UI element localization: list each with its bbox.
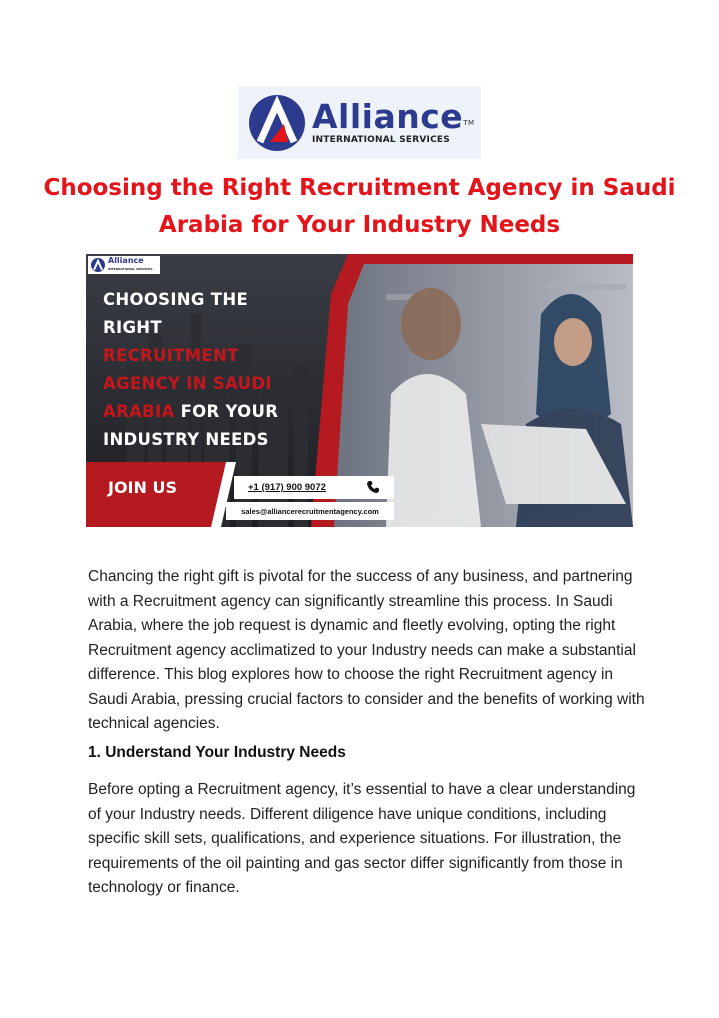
logo-name: Alliance [312, 97, 464, 136]
banner-line-5b: FOR YOUR [174, 402, 279, 421]
banner-headline [103, 286, 278, 454]
banner-line-1: CHOOSING THE [103, 290, 249, 309]
email-contact [226, 502, 394, 520]
banner-line-6: INDUSTRY NEEDS [103, 430, 269, 449]
join-us-label: JOIN US [108, 478, 177, 497]
section-1-paragraph: Before opting a Recruitment agency, it’s essential to have a clear understanding of your Industry needs. Different diligence have unique conditions, including specific skill sets, qualifications, and experience situations. For illustration, the requirements of the oil painting and gas sector differ significantly from those in technology or finance. [88, 781, 636, 896]
banner-line-2: RIGHT [103, 318, 162, 337]
page-title: Choosing the Right Recruitment Agency in Saudi Arabia for Your Industry Needs [43, 175, 676, 238]
brand-logo [238, 86, 481, 159]
phone-number: +1 (917) 900 9072 [248, 482, 326, 493]
hero-banner [86, 254, 633, 527]
section-1-heading: 1. Understand Your Industry Needs [88, 744, 346, 761]
intro-paragraph: Chancing the right gift is pivotal for the success of any business, and partnering with a Recruitment agency can significantly streamline this process. In Saudi Arabia, where the job request is dynamic and fleetly evolving, opting the right Recruitment agency acclimatized to your Industry needs can make a substantial difference. This blog explores how to choose the right Recruitment agency in Saudi Arabia, pressing crucial factors to consider and the benefits of working with technical agencies. [88, 568, 645, 732]
logo-subtitle: INTERNATIONAL SERVICES [312, 135, 450, 145]
banner-logo-name: Alliance [108, 256, 144, 265]
email-address: sales@alliancerecruitmentagency.com [241, 506, 379, 516]
trademark: TM [463, 119, 475, 127]
alliance-logo-icon [248, 94, 306, 152]
banner-logo-subtitle: INTERNATIONAL SERVICES [108, 267, 153, 271]
banner-line-5a: ARABIA [103, 402, 175, 421]
phone-icon [366, 480, 380, 494]
banner-logo [88, 256, 160, 274]
phone-contact [234, 476, 394, 499]
banner-line-3: RECRUITMENT [103, 346, 239, 365]
banner-line-4: AGENCY IN SAUDI [103, 374, 272, 393]
alliance-logo-small-icon [91, 258, 105, 272]
